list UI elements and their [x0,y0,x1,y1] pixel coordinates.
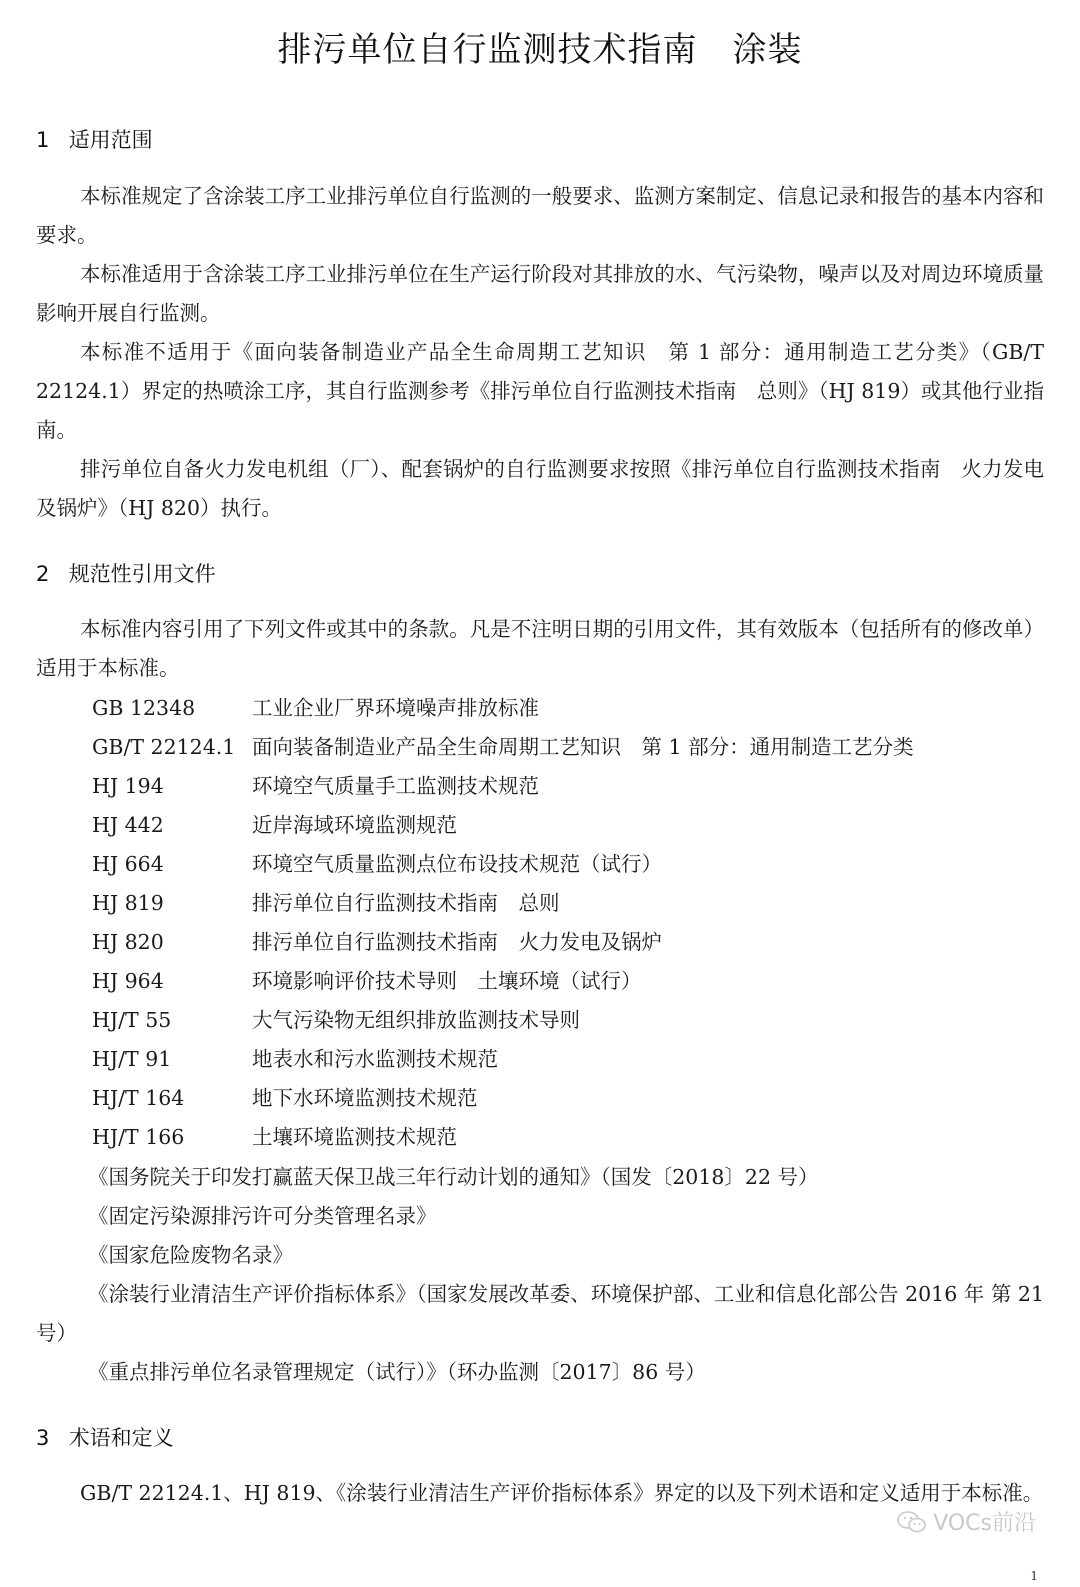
reference-code: HJ/T 166 [92,1125,185,1149]
reference-code: HJ 194 [92,774,164,798]
watermark [897,1506,1036,1537]
reference-code: HJ 819 [92,891,164,915]
reference-item [92,845,1052,884]
reference-code: HJ 964 [92,969,164,993]
section-title: 术语和定义 [68,1426,174,1450]
section-number: 2 [36,562,50,586]
reference-code: GB 12348 [92,696,196,720]
wechat-icon [897,1510,927,1534]
reference-title: 土壤环境监测技术规范 [252,1125,457,1149]
reference-item [92,923,1052,962]
reference-title: 工业企业厂界环境噪声排放标准 [252,696,539,720]
reference-item [92,884,1052,923]
reference-item [92,1001,1052,1040]
section-title: 适用范围 [68,128,153,152]
reference-item [92,1079,1052,1118]
reference-code: GB/T 22124.1 [92,735,236,759]
reference-title: 地下水环境监测技术规范 [252,1086,478,1110]
reference-item: 《固定污染源排污许可分类管理名录》 [88,1204,437,1228]
paragraph: GB/T 22124.1、HJ 819、《涂装行业清洁生产评价指标体系》界定的以及下列术语和定义适用于本标准。 [80,1481,1044,1505]
paragraph: 本标准内容引用了下列文件或其中的条款。凡是不注明日期的引用文件，其有效版本（包括所有的修改单）适用于本标准。 [36,617,1044,680]
reference-item: 《重点排污单位名录管理规定（试行）》（环办监测〔2017〕86 号） [88,1360,706,1384]
reference-code: HJ 820 [92,930,164,954]
reference-title: 环境空气质量手工监测技术规范 [252,774,539,798]
reference-title: 大气污染物无组织排放监测技术导则 [252,1008,580,1032]
reference-code: HJ 442 [92,813,164,837]
reference-item: 《国家危险废物名录》 [88,1243,293,1267]
reference-title: 环境空气质量监测点位布设技术规范（试行） [252,852,662,876]
paragraph: 本标准规定了含涂装工序工业排污单位自行监测的一般要求、监测方案制定、信息记录和报告的基本内容和要求。 [36,184,1044,247]
paragraph: 排污单位自备火力发电机组（厂）、配套锅炉的自行监测要求按照《排污单位自行监测技术指南 火力发电及锅炉》（HJ 820）执行。 [36,457,1044,520]
reference-item [92,1040,1052,1079]
section-title: 规范性引用文件 [68,562,216,586]
watermark-text: VOCs前沿 [933,1511,1036,1536]
reference-code: HJ/T 164 [92,1086,185,1110]
reference-title: 排污单位自行监测技术指南 火力发电及锅炉 [252,930,662,954]
reference-item [92,1118,1052,1157]
reference-item [92,806,1052,845]
document-title: 排污单位自行监测技术指南 涂装 [277,30,803,70]
reference-title: 近岸海域环境监测规范 [252,813,457,837]
reference-code: HJ/T 55 [92,1008,172,1032]
reference-item: 《涂装行业清洁生产评价指标体系》（国家发展改革委、环境保护部、工业和信息化部公告 2016 年 第 21 号） [36,1282,1044,1345]
reference-item [92,689,1052,728]
reference-item: 《国务院关于印发打赢蓝天保卫战三年行动计划的通知》（国发〔2018〕22 号） [88,1165,819,1189]
section-2-heading [36,558,216,588]
reference-item [92,728,1052,767]
paragraph: 本标准不适用于《面向装备制造业产品全生命周期工艺知识 第 1 部分：通用制造工艺分类》（GB/T 22124.1）界定的热喷涂工序，其自行监测参考《排污单位自行监测技术指南 总则》（HJ 819）或其他行业指南。 [36,340,1044,442]
section-number: 1 [36,128,50,152]
reference-item [92,962,1052,1001]
reference-title: 排污单位自行监测技术指南 总则 [252,891,560,915]
page-number: 1 [1030,1569,1038,1583]
paragraph: 本标准适用于含涂装工序工业排污单位在生产运行阶段对其排放的水、气污染物，噪声以及对周边环境质量影响开展自行监测。 [36,262,1044,325]
section-3-heading [36,1422,174,1452]
section-number: 3 [36,1426,50,1450]
reference-title: 地表水和污水监测技术规范 [252,1047,498,1071]
reference-title: 环境影响评价技术导则 土壤环境（试行） [252,969,642,993]
reference-code: HJ/T 91 [92,1047,172,1071]
reference-title: 面向装备制造业产品全生命周期工艺知识 第 1 部分：通用制造工艺分类 [252,735,914,759]
reference-item [92,767,1052,806]
reference-code: HJ 664 [92,852,164,876]
section-1-heading [36,124,153,154]
